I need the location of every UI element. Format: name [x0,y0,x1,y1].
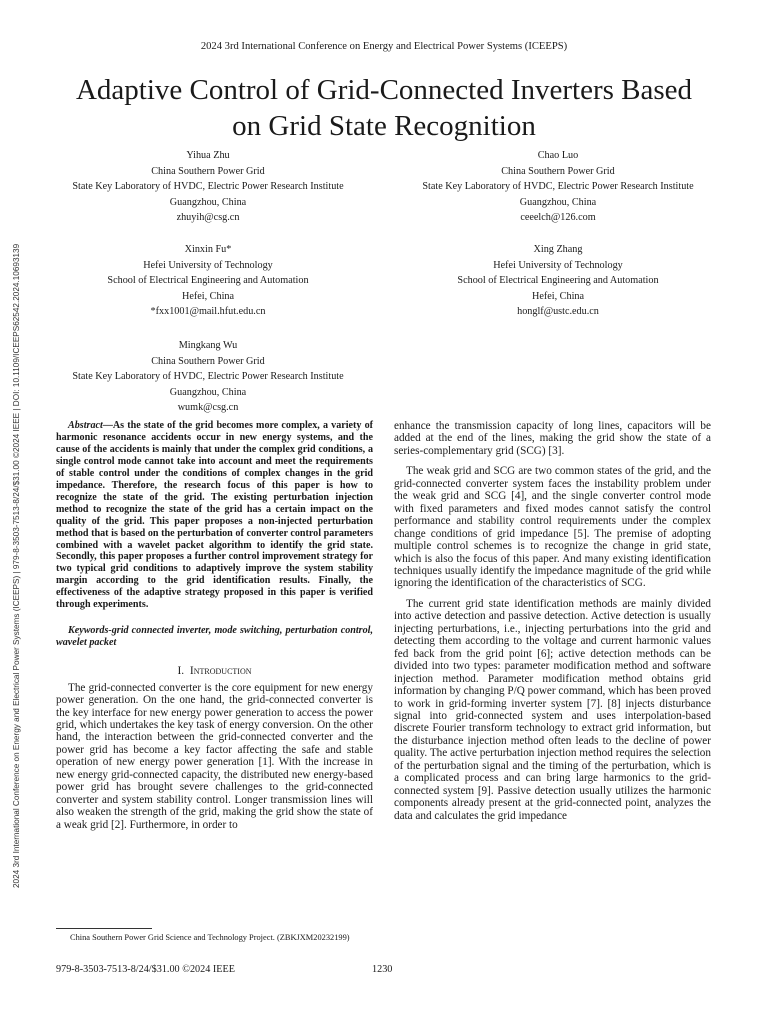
section-heading [56,665,373,677]
author-name: Yihua Zhu [186,150,230,161]
author-city: Guangzhou, China [169,196,247,208]
author-dept: School of Electrical Engineering and Automation [107,275,309,286]
author-org: China Southern Power Grid [151,165,265,177]
author-dept: State Key Laboratory of HVDC, Electric Power Research Institute [422,181,694,192]
author-block [48,338,368,416]
author-city: Guangzhou, China [519,196,597,208]
intro-paragraph: The grid-connected converter is the core equipment for new energy power generation. On the one hand, the grid-connected converter is the key interface for new energy power generation to access the power grid, which undertakes the key task of energy conversion. On the other hand, the interaction between the grid-connected converter and the power grid has become a key factor affecting the safe and stable operation of new energy power generation [1]. With the increase in new energy grid-connected capacity, the distributed new energy-based power grid has brought severe challenges to the grid-connected converter and system stability control. Longer transmission lines will also weaken the strength of the grid, making the grid show the state of a weak grid [2]. Furthermore, in order to [56,681,373,831]
author-org: China Southern Power Grid [501,165,615,177]
body-paragraph: The weak grid and SCG are two common states of the grid, and the grid-connected converter system faces the instability problem under the weak grid and SCG [4], and the single converter control mode with fixed parameters and fixed modes cannot satisfy the control performance and stability control requirements under the complex change conditions of grid impedance [5]. The premise of adopting multiple control schemes is to recognize the change in grid state, which is also the focus of this paper. And many existing identification techniques usually identify the impedance magnitude of the grid while ignoring the identification of the characteristics of SCG. [394,465,711,590]
section-title: Introduction [189,665,252,678]
body-paragraph: enhance the transmission capacity of long lines, capacitors will be added at the end of the lines, making the grid show the state of a series-complementary grid (SCG) [3]. [394,420,711,457]
author-email: wumk@csg.cn [177,402,239,413]
author-email: honglf@ustc.edu.cn [517,306,599,317]
body-paragraph: The current grid state identification methods are mainly divided into active detection and passive detection. Active detection is usually injecting perturbations, i.e., injecting perturbations into the grid and detecting them according to the voltage and current harmonic values fed back from the grid point [6]; active detection methods can be divided into two types: parameter modification method and software injection method. Parameter modification method obtains grid information by changing P/Q power command, which has been proved to work in grid-forming inverter system [7]. [8] injects disturbance signal into grid-connected system and uses interpolation-based discrete Fourier transform technology to extract grid information, but the disturbance injection method often leads to the decline of power quality. The active perturbation injection method requires the selection of the perturbation signal and the timing of the perturbation, which is a complicated process and can bring large harmonics to the grid-connected system [9]. Passive detection usually utilizes the harmonic components already present at the grid-connected point, analyzes the data and calculates the grid impedance [394,597,711,822]
copyright-footer: 979-8-3503-7513-8/24/$31.00 ©2024 IEEE [56,964,235,975]
conference-header: 2024 3rd International Conference on Energy and Electrical Power Systems (ICEEPS) [200,41,568,52]
author-block [398,242,718,320]
keywords: Keywords-grid connected inverter, mode switching, perturbation control, wavelet packet [56,625,373,649]
page-number: 1230 [372,964,393,975]
author-block [48,148,368,226]
author-name: Chao Luo [537,150,579,161]
author-dept: School of Electrical Engineering and Automation [457,275,659,286]
author-name: Xing Zhang [533,244,583,255]
author-email: *fxx1001@mail.hfut.edu.cn [150,306,266,317]
author-block [398,148,718,226]
footnote: China Southern Power Grid Science and Technology Project. (ZBKJXM20232199) [70,933,350,942]
abstract-lead: Abstract [68,420,103,431]
author-org: China Southern Power Grid [151,355,265,367]
author-dept: State Key Laboratory of HVDC, Electric Power Research Institute [72,371,344,382]
abstract-body: —As the state of the grid becomes more complex, a variety of harmonic resonance accidents occur in new energy systems, and the cause of the accidents is mainly that under the complex grid conditions, a single control mode cannot take into account and meet the requirements of stable control under the conditions of complex changes in the grid impedance. Therefore, the research focus of this paper is how to recognize the state of the grid. The existing perturbation injection method to recognize the state of the grid has a certain impact on the quality of the grid. This paper proposes a non-injected perturbation method that is based on the perturbation of converter control parameters combined with a wavelet packet algorithm to identify the grid state. Secondly, this paper proposes a further control improvement strategy for two typical grid conditions to adaptively improve the system stability margin according to the grid identification results. Finally, the effectiveness of the adaptive strategy proposed in this paper is verified through experiments. [56,420,373,611]
doi-sidebar [10,0,24,1024]
left-column [56,420,373,831]
author-name: Xinxin Fu* [184,244,232,255]
author-email: ceeelch@126.com [520,212,596,223]
author-org: Hefei University of Technology [143,259,273,271]
abstract [56,420,373,611]
sidebar-text: 2024 3rd International Conference on Energy and Electrical Power Systems (ICEEPS) | 979-8-3503-7513-8/24/$31.00 ©2024 IEEE | DOI: 10.1109/ICEEPS62542.2024.10693139 [12,243,21,888]
author-city: Guangzhou, China [169,386,247,398]
author-city: Hefei, China [181,290,235,302]
author-dept: State Key Laboratory of HVDC, Electric Power Research Institute [72,181,344,192]
author-block [48,242,368,320]
footnote-divider [56,928,152,929]
section-number: I. [177,665,185,678]
author-name: Mingkang Wu [178,340,238,351]
title-line-2: on Grid State Recognition [232,110,536,142]
title-line-1: Adaptive Control of Grid-Connected Inverters Based [75,74,693,106]
paper-title [40,72,728,144]
right-column [394,420,711,822]
author-email: zhuyih@csg.cn [176,212,240,223]
author-org: Hefei University of Technology [493,259,623,271]
author-city: Hefei, China [531,290,585,302]
